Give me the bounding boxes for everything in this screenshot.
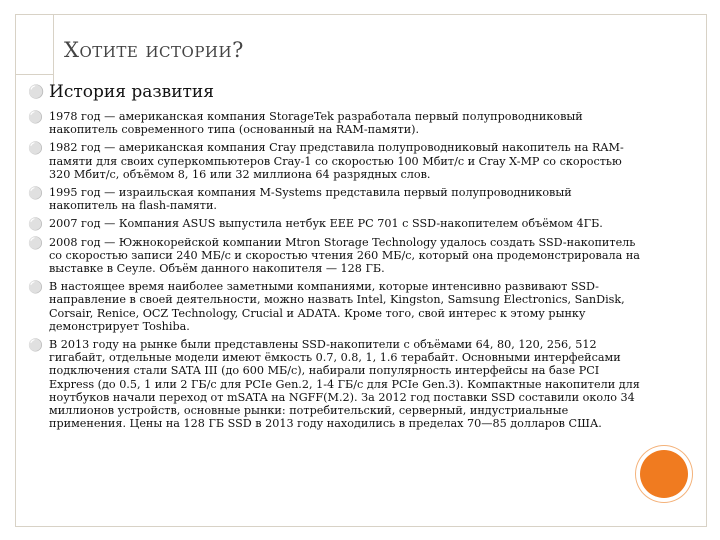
- list-item: [28, 236, 640, 276]
- slide-title: Хотите истории?: [64, 38, 244, 62]
- circle-bullet-icon: ⚪: [28, 217, 43, 232]
- list-item-text: В 2013 году на рынке были представлены SSD-накопители с объёмами 64, 80, 120, 256, 512 гигабайт, отдельные модели имеют ёмкость 0.7, 0.8, 1, 1.6 терабайт. Основными интерфейсами подключения стали SATA III (до 600 МБ/с), набирали популярность интерфейсы на базе PCI Express (до 0.5, 1 или 2 ГБ/с для PCIe Gen.2, 1-4 ГБ/с для PCIe Gen.3). Компактные накопители для ноутбуков начали переход от mSATA на NGFF(M.2). За 2012 год поставки SSD составили около 34 миллионов устройств, основные рынки: потребительский, серверный, индустриальные применения. Цены на 128 ГБ SSD в 2013 году находились в пределах 70—85 долларов США.: [49, 338, 640, 431]
- circle-bullet-icon: ⚪: [28, 186, 43, 201]
- circle-bullet-icon: ⚪: [28, 85, 45, 100]
- list-item: [28, 141, 640, 181]
- circle-bullet-icon: ⚪: [28, 338, 43, 353]
- circle-bullet-icon: ⚪: [28, 235, 43, 250]
- orange-circle-icon: [640, 450, 688, 498]
- list-item: [28, 110, 640, 136]
- list-item: [28, 217, 640, 230]
- circle-bullet-icon: ⚪: [28, 110, 43, 124]
- list-item-text: 2007 год — Компания ASUS выпустила нетбук EEE PC 701 с SSD-накопителем объёмом 4ГБ.: [49, 217, 603, 231]
- frame-divider-horizontal: [15, 74, 53, 75]
- list-item: [28, 338, 640, 430]
- section-heading: История развития: [49, 82, 214, 102]
- list-item-text: 1982 год — американская компания Cray представила полупроводниковый накопитель на RAM-памяти для своих суперкомпьютеров Cray-1 со скоростью 100 Мбит/c и Cray X-MP со скоростью 320 Мбит/c, объёмом 8, 16 или 32 миллиона 64 разрядных слов.: [49, 141, 624, 181]
- list-item-text: 2008 год — Южнокорейской компании Mtron Storage Technology удалось создать SSD-накопитель со скоростью записи 240 МБ/с и скоростью чтения 260 МБ/с, который она продемонстрировала на выставке в Сеуле. Объём данного накопителя — 128 ГБ.: [49, 235, 640, 276]
- list-item: [28, 186, 640, 212]
- frame-divider-vertical: [53, 14, 54, 86]
- heading-item: [28, 82, 640, 102]
- list-item-text: 1995 год — израильская компания M-Systems представила первый полупроводниковый накопитель на flash-памяти.: [49, 186, 572, 213]
- circle-bullet-icon: ⚪: [28, 141, 43, 156]
- list-item: [28, 280, 640, 333]
- list-item-text: 1978 год — американская компания StorageTek разработала первый полупроводниковый накопитель современного типа (основанный на RAM-памяти).: [49, 110, 583, 137]
- slide-content: [28, 80, 640, 435]
- circle-bullet-icon: ⚪: [28, 280, 43, 295]
- list-item-text: В настоящее время наиболее заметными компаниями, которые интенсивно развивают SSD-направление в своей деятельности, можно назвать Intel, Kingston, Samsung Electronics, SanDisk, Corsair, Renice, OCZ Technology, Crucial и ADATA. Кроме того, свой интерес к этому рынку демонстрирует Toshiba.: [49, 280, 625, 333]
